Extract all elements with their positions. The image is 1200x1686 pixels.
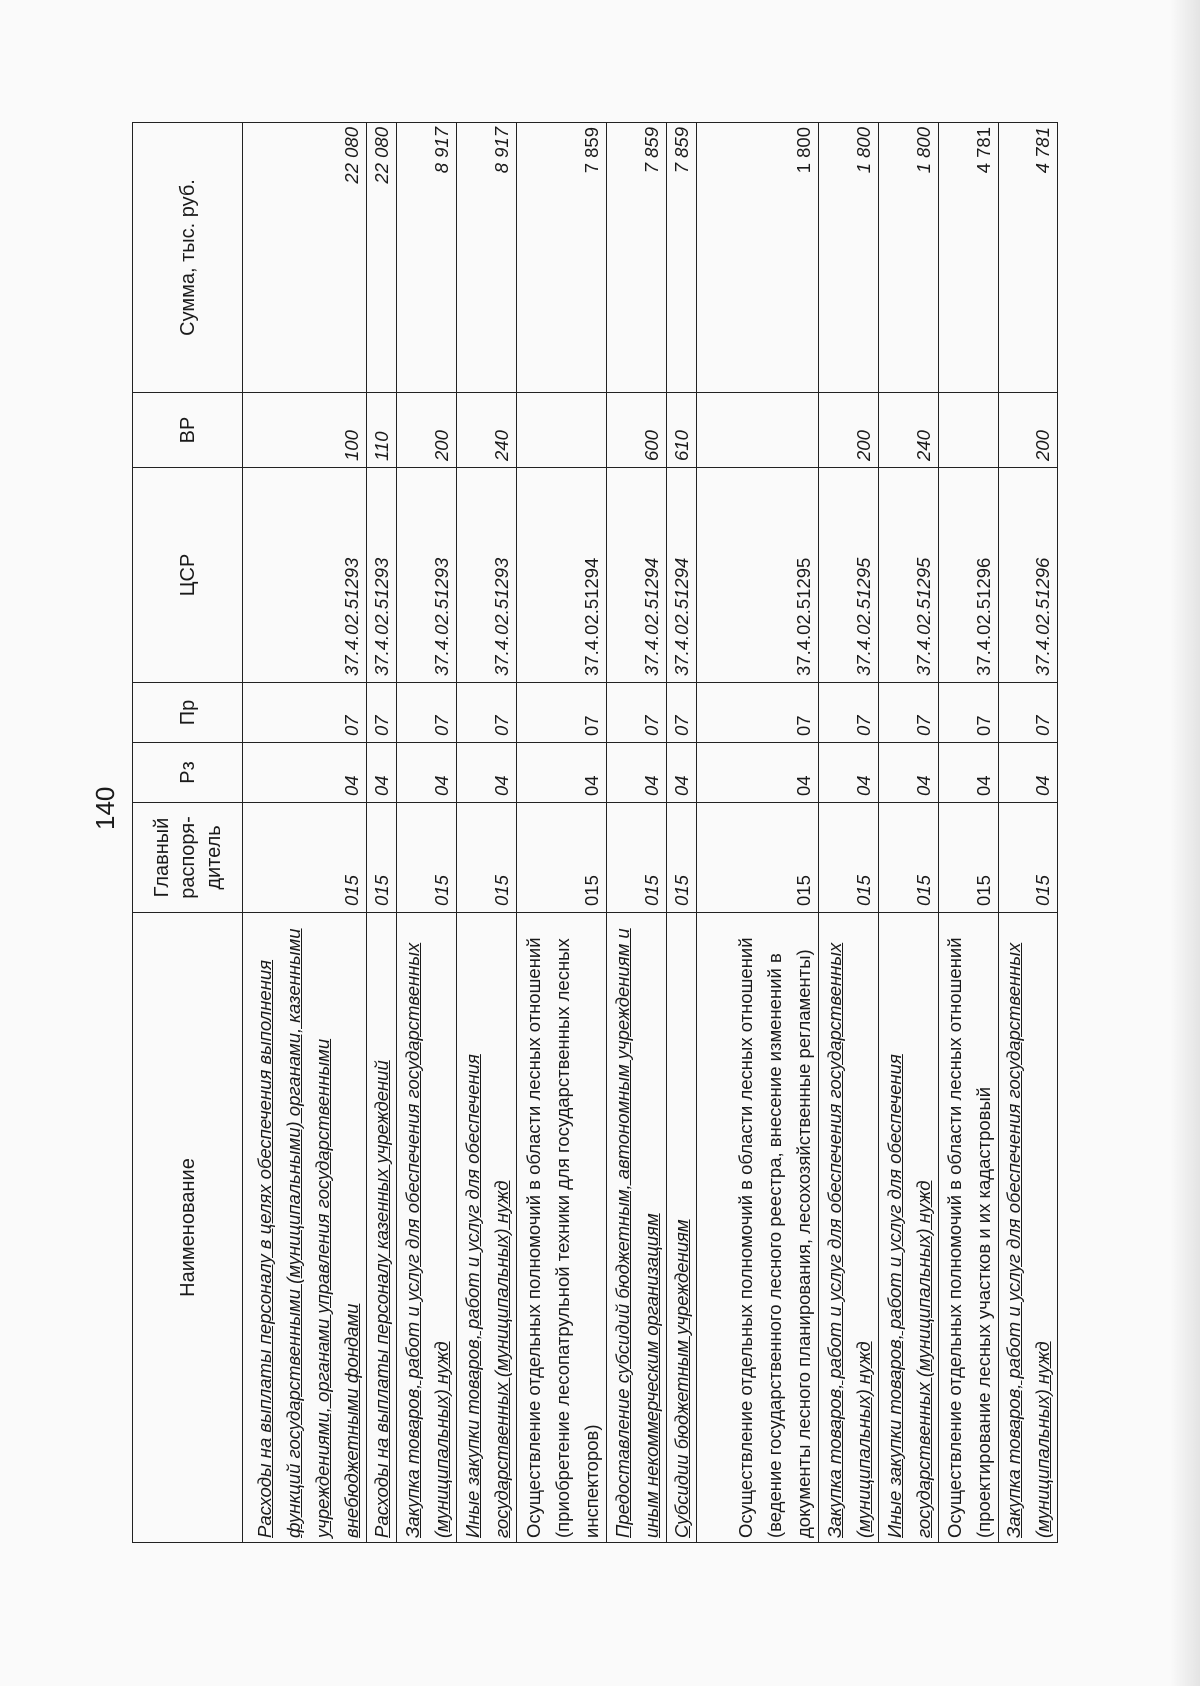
cell-chief: 015 xyxy=(397,803,457,913)
cell-name: Иные закупки товаров, работ и услуг для обеспечения государственных (муниципальных) нужд xyxy=(457,913,517,1543)
header-vr: ВР xyxy=(133,393,243,468)
cell-sum: 4 781 xyxy=(999,123,1058,393)
cell-name: Субсидии бюджетным учреждениям xyxy=(667,913,697,1543)
cell-csr: 37.4.02.51293 xyxy=(457,468,517,683)
cell-sum: 1 800 xyxy=(697,123,819,393)
cell-csr: 37.4.02.51293 xyxy=(243,468,367,683)
cell-pr: 07 xyxy=(517,683,607,743)
header-csr: ЦСР xyxy=(133,468,243,683)
cell-csr: 37.4.02.51295 xyxy=(697,468,819,683)
cell-pr: 07 xyxy=(879,683,939,743)
cell-name: Иные закупки товаров, работ и услуг для обеспечения государственных (муниципальных) нужд xyxy=(879,913,939,1543)
cell-chief: 015 xyxy=(667,803,697,913)
table-row xyxy=(667,123,697,1543)
table-row xyxy=(819,123,879,1543)
cell-csr: 37.4.02.51296 xyxy=(939,468,999,683)
header-sum: Сумма, тыс. руб. xyxy=(133,123,243,393)
cell-pr: 07 xyxy=(697,683,819,743)
cell-chief: 015 xyxy=(939,803,999,913)
table-row xyxy=(367,123,397,1543)
header-pr: Пр xyxy=(133,683,243,743)
cell-pr: 07 xyxy=(457,683,517,743)
cell-pr: 07 xyxy=(607,683,667,743)
cell-rz: 04 xyxy=(517,743,607,803)
cell-sum: 7 859 xyxy=(607,123,667,393)
table-row xyxy=(517,123,607,1543)
cell-sum: 7 859 xyxy=(517,123,607,393)
cell-csr: 37.4.02.51296 xyxy=(999,468,1058,683)
cell-rz: 04 xyxy=(243,743,367,803)
table-row xyxy=(939,123,999,1543)
cell-rz: 04 xyxy=(367,743,397,803)
cell-pr: 07 xyxy=(939,683,999,743)
cell-pr: 07 xyxy=(999,683,1058,743)
cell-pr: 07 xyxy=(243,683,367,743)
cell-name: Расходы на выплаты персоналу в целях обеспечения выполнения функций государственными (муниципальными) органами, казенными учреждениями, органами управления государственными внебюджетными фондами xyxy=(243,913,367,1543)
page-edge-shade xyxy=(1170,0,1200,1686)
cell-vr: 100 xyxy=(243,393,367,468)
cell-chief: 015 xyxy=(999,803,1058,913)
cell-pr: 07 xyxy=(819,683,879,743)
cell-sum: 22 080 xyxy=(367,123,397,393)
cell-csr: 37.4.02.51294 xyxy=(667,468,697,683)
cell-pr: 07 xyxy=(367,683,397,743)
cell-name: Предоставление субсидий бюджетным, автономным учреждениям и иным некоммерческим организациям xyxy=(607,913,667,1543)
cell-rz: 04 xyxy=(819,743,879,803)
table-row xyxy=(243,123,367,1543)
cell-vr xyxy=(939,393,999,468)
cell-sum: 22 080 xyxy=(243,123,367,393)
cell-name: Закупка товаров, работ и услуг для обеспечения государственных (муниципальных) нужд xyxy=(819,913,879,1543)
cell-rz: 04 xyxy=(667,743,697,803)
cell-vr: 200 xyxy=(819,393,879,468)
cell-rz: 04 xyxy=(397,743,457,803)
cell-sum: 8 917 xyxy=(397,123,457,393)
cell-pr: 07 xyxy=(667,683,697,743)
cell-rz: 04 xyxy=(939,743,999,803)
cell-name: Расходы на выплаты персоналу казенных учреждений xyxy=(367,913,397,1543)
cell-chief: 015 xyxy=(457,803,517,913)
cell-rz: 04 xyxy=(879,743,939,803)
cell-vr: 240 xyxy=(879,393,939,468)
cell-rz: 04 xyxy=(457,743,517,803)
cell-vr xyxy=(697,393,819,468)
table-row xyxy=(457,123,517,1543)
table-body xyxy=(243,123,1058,1543)
cell-chief: 015 xyxy=(243,803,367,913)
table-row xyxy=(397,123,457,1543)
cell-csr: 37.4.02.51294 xyxy=(517,468,607,683)
cell-vr: 240 xyxy=(457,393,517,468)
cell-chief: 015 xyxy=(697,803,819,913)
cell-sum: 1 800 xyxy=(879,123,939,393)
table-row xyxy=(879,123,939,1543)
cell-rz: 04 xyxy=(999,743,1058,803)
table-row xyxy=(697,123,819,1543)
cell-name: Осуществление отдельных полномочий в области лесных отношений (проектирование лесных участков и их кадастровый xyxy=(939,913,999,1543)
cell-csr: 37.4.02.51293 xyxy=(397,468,457,683)
cell-name: Закупка товаров, работ и услуг для обеспечения государственных (муниципальных) нужд xyxy=(999,913,1058,1543)
header-name: Наименование xyxy=(133,913,243,1543)
cell-rz: 04 xyxy=(697,743,819,803)
cell-chief: 015 xyxy=(607,803,667,913)
rotated-table-wrapper xyxy=(132,123,1053,1543)
cell-chief: 015 xyxy=(819,803,879,913)
cell-vr: 200 xyxy=(999,393,1058,468)
cell-vr: 600 xyxy=(607,393,667,468)
cell-vr: 610 xyxy=(667,393,697,468)
cell-csr: 37.4.02.51295 xyxy=(879,468,939,683)
cell-chief: 015 xyxy=(879,803,939,913)
cell-chief: 015 xyxy=(367,803,397,913)
cell-csr: 37.4.02.51294 xyxy=(607,468,667,683)
cell-chief: 015 xyxy=(517,803,607,913)
cell-name: Закупка товаров, работ и услуг для обеспечения государственных (муниципальных) нужд xyxy=(397,913,457,1543)
cell-pr: 07 xyxy=(397,683,457,743)
cell-sum: 1 800 xyxy=(819,123,879,393)
header-row xyxy=(133,123,243,1543)
cell-name: Осуществление отдельных полномочий в области лесных отношений (ведение государственного лесного реестра, внесение изменений в документы лесного планирования, лесохозяйственные регламенты) xyxy=(697,913,819,1543)
cell-csr: 37.4.02.51293 xyxy=(367,468,397,683)
cell-rz: 04 xyxy=(607,743,667,803)
table-row xyxy=(607,123,667,1543)
cell-name: Осуществление отдельных полномочий в области лесных отношений (приобретение лесопатрульной техники для государственных лесных инспекторов) xyxy=(517,913,607,1543)
budget-table xyxy=(132,122,1058,1543)
table-row xyxy=(999,123,1058,1543)
header-chief: Главный распоря-дитель xyxy=(133,803,243,913)
cell-sum: 8 917 xyxy=(457,123,517,393)
cell-csr: 37.4.02.51295 xyxy=(819,468,879,683)
cell-vr xyxy=(517,393,607,468)
cell-vr: 110 xyxy=(367,393,397,468)
page-number: 140 xyxy=(90,786,120,830)
header-rz: Рз xyxy=(133,743,243,803)
cell-sum: 7 859 xyxy=(667,123,697,393)
cell-vr: 200 xyxy=(397,393,457,468)
cell-sum: 4 781 xyxy=(939,123,999,393)
